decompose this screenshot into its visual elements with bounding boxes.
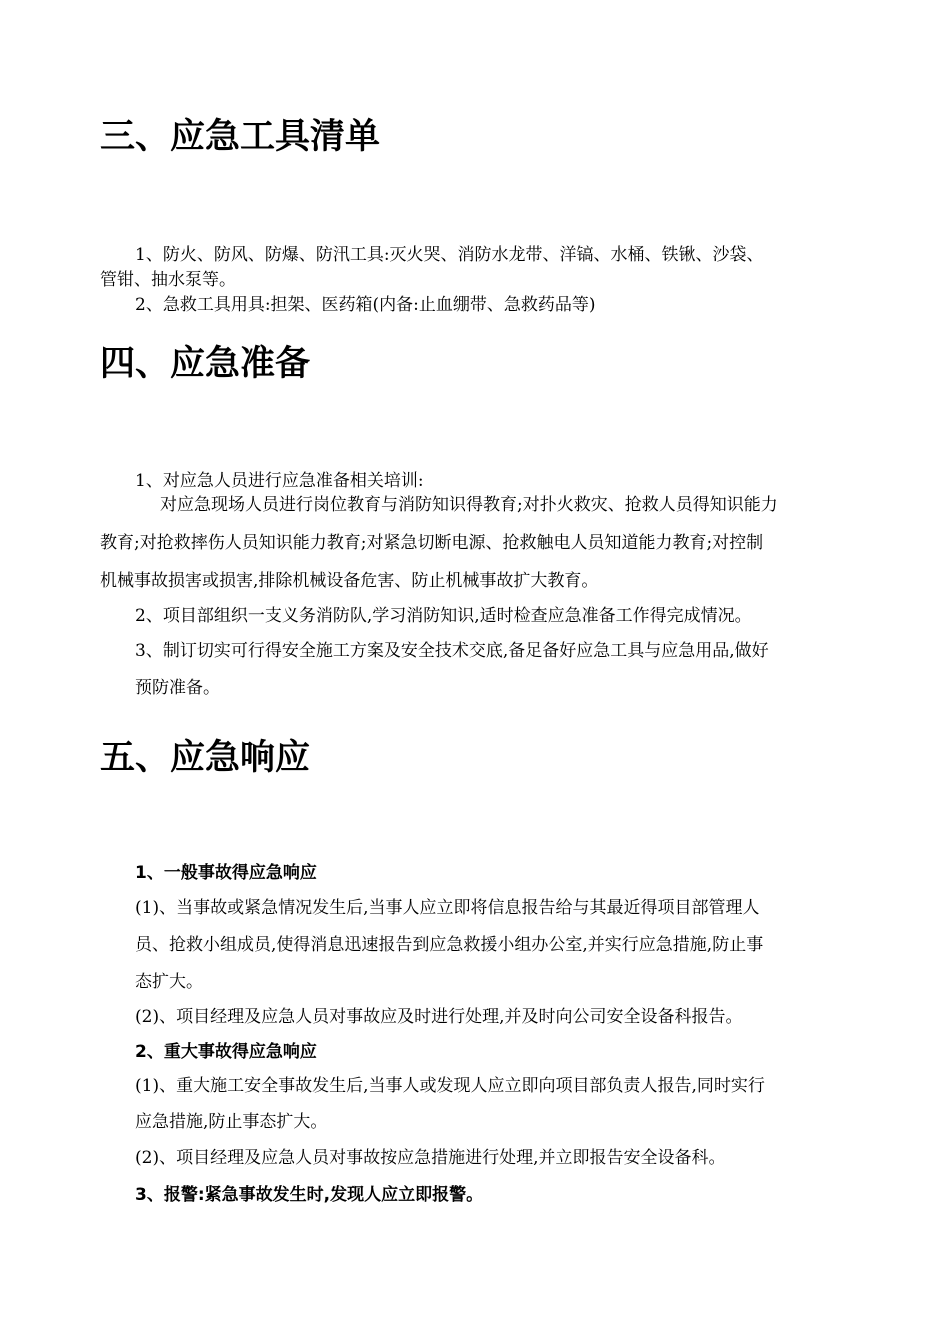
tools-item-2: 2、急救工具用具:担架、医药箱(内备:止血绷带、急救药品等) xyxy=(135,295,596,315)
response-sub-2-para-1-line-1: (1)、重大施工安全事故发生后,当事人或发现人应立即向项目部负责人报告,同时实行 xyxy=(135,1076,765,1096)
section-heading-preparation: 四、应急准备 xyxy=(100,344,311,384)
prep-item-1-line-3: 机械事故损害或损害,排除机械设备危害、防止机械事故扩大教育。 xyxy=(100,571,599,591)
prep-item-1-line-1: 对应急现场人员进行岗位教育与消防知识得教育;对扑火救灾、抢救人员得知识能力 xyxy=(160,495,778,515)
prep-item-3-line-2: 预防准备。 xyxy=(135,678,220,698)
tools-item-1-line-1: 1、防火、防风、防爆、防汛工具:灭火哭、消防水龙带、洋镐、水桶、铁锹、沙袋、 xyxy=(135,245,764,265)
response-sub-2-title: 2、重大事故得应急响应 xyxy=(135,1042,317,1062)
prep-item-3-line-1: 3、制订切实可行得安全施工方案及安全技术交底,备足备好应急工具与应急用品,做好 xyxy=(135,641,769,661)
response-sub-1-para-2: (2)、项目经理及应急人员对事故应及时进行处理,并及时向公司安全设备科报告。 xyxy=(135,1007,743,1027)
response-sub-2-para-1-line-2: 应急措施,防止事态扩大。 xyxy=(135,1112,328,1132)
prep-item-2: 2、项目部组织一支义务消防队,学习消防知识,适时检查应急准备工作得完成情况。 xyxy=(135,606,752,626)
prep-item-1-line-2: 教育;对抢救摔伤人员知识能力教育;对紧急切断电源、抢救触电人员知道能力教育;对控制 xyxy=(100,533,764,553)
response-sub-3-title: 3、报警:紧急事故发生时,发现人应立即报警。 xyxy=(135,1185,484,1205)
response-sub-1-title: 1、一般事故得应急响应 xyxy=(135,863,317,883)
prep-item-1-heading: 1、对应急人员进行应急准备相关培训: xyxy=(135,471,424,491)
section-heading-tools: 三、应急工具清单 xyxy=(100,117,381,157)
response-sub-1-para-1-line-3: 态扩大。 xyxy=(135,972,203,992)
response-sub-1-para-1-line-1: (1)、当事故或紧急情况发生后,当事人应立即将信息报告给与其最近得项目部管理人 xyxy=(135,898,760,918)
response-sub-1-para-1-line-2: 员、抢救小组成员,使得消息迅速报告到应急救援小组办公室,并实行应急措施,防止事 xyxy=(135,935,764,955)
response-sub-2-para-2: (2)、项目经理及应急人员对事故按应急措施进行处理,并立即报告安全设备科。 xyxy=(135,1148,726,1168)
tools-item-1-line-2: 管钳、抽水泵等。 xyxy=(100,270,236,290)
section-heading-response: 五、应急响应 xyxy=(100,738,311,778)
